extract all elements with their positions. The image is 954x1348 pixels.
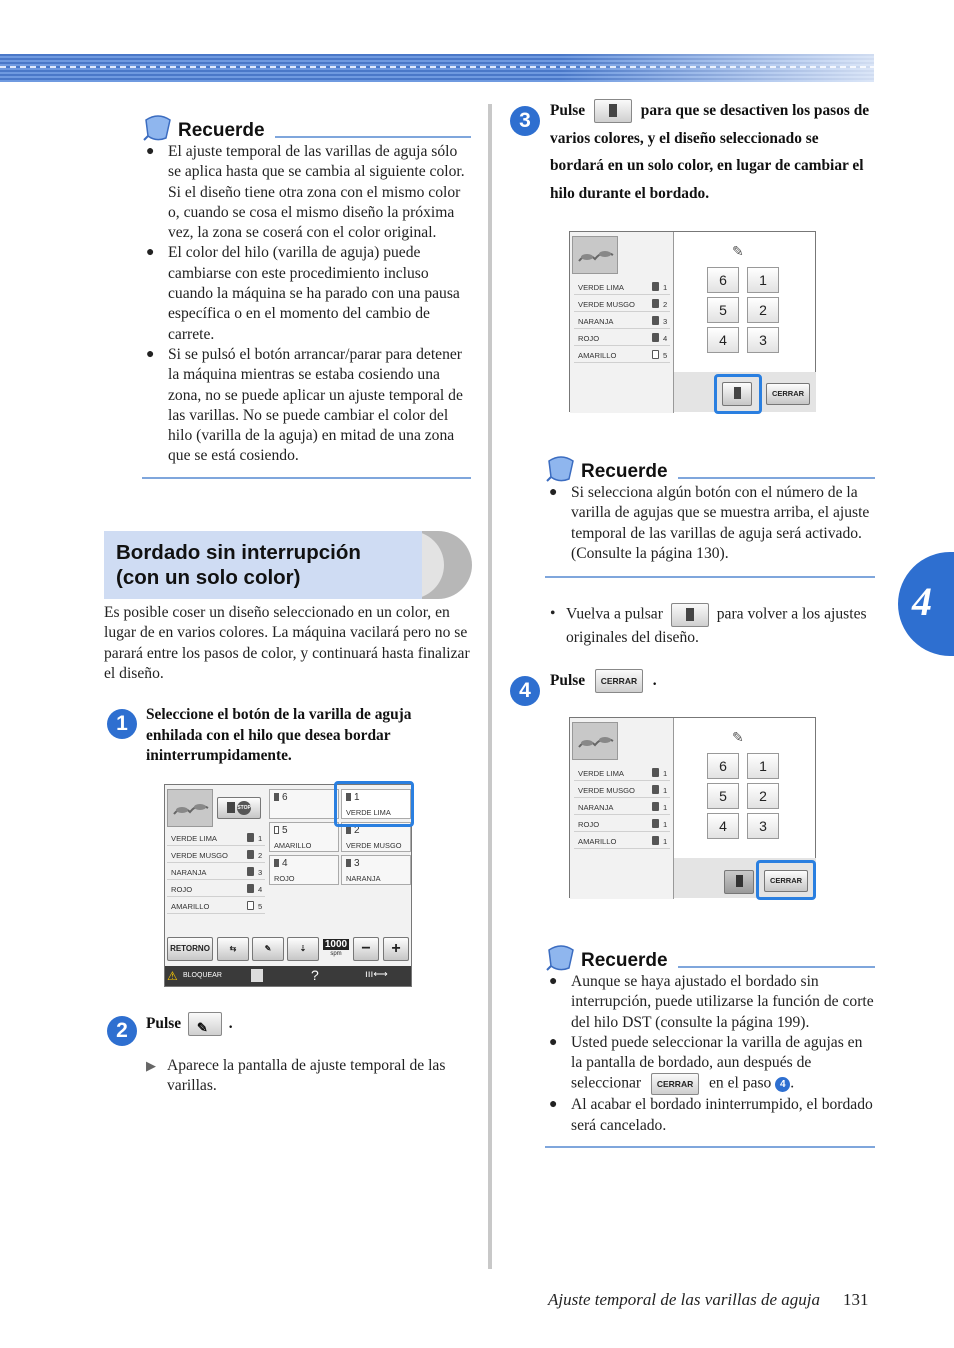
thread-name: VERDE MUSGO	[171, 851, 228, 860]
thread-row	[574, 295, 670, 312]
temporary-needle-inline-button[interactable]	[188, 1012, 222, 1036]
extra-text-before: Vuelva a pulsar	[566, 605, 663, 623]
step-3-label: Pulse	[550, 102, 586, 119]
speed-display	[323, 939, 349, 961]
thread-row[interactable]	[167, 880, 265, 897]
needle-key-3[interactable]: 3	[747, 813, 779, 839]
bullet-text-before: Usted puede seleccionar la varilla de agujas en la pantalla de bordado, aun después de seleccionar	[571, 1033, 863, 1093]
needle-button-3[interactable]	[341, 855, 411, 885]
step-2-text	[146, 1012, 466, 1036]
step-3-text	[550, 97, 876, 207]
result-arrow-icon: ▶	[146, 1058, 156, 1073]
note-header	[142, 108, 471, 142]
step-2-period: .	[228, 1015, 233, 1032]
speed-minus-button[interactable]: −	[353, 937, 379, 961]
selection-highlight	[714, 374, 762, 414]
spool-icon	[247, 833, 254, 842]
cerrar-button[interactable]: CERRAR	[766, 383, 810, 405]
lock-button[interactable]: BLOQUEAR	[183, 972, 222, 979]
step-2-badge: 2	[107, 1016, 137, 1046]
retorno-button[interactable]: RETORNO	[167, 937, 213, 961]
needle-number: 2	[258, 851, 263, 860]
note-title: Recuerde	[581, 461, 668, 482]
needle-wand-icon: ✎	[264, 944, 272, 953]
spool-icon	[652, 768, 659, 777]
thread-color-list	[167, 829, 265, 917]
speed-setting-button[interactable]	[287, 937, 319, 961]
needle-number: 1	[354, 792, 360, 803]
needle-key-4[interactable]: 4	[707, 327, 739, 353]
step-2-result	[146, 1056, 472, 1097]
bell-note-icon	[545, 453, 577, 483]
needle-swap-button[interactable]	[217, 937, 249, 961]
needle-number: 1	[663, 837, 668, 846]
thread-color-list	[574, 278, 670, 368]
step-4-period: .	[652, 672, 657, 689]
spool-icon	[652, 350, 659, 359]
step-2-result-text: Aparece la pantalla de ajuste temporal de las varillas.	[167, 1057, 446, 1095]
design-preview	[572, 236, 618, 274]
needle-thread-name: VERDE LIMA	[346, 808, 391, 817]
needle-number: 3	[663, 317, 668, 326]
step-3-description: para que se desactiven los pasos de varios colores, y el diseño seleccionado se bordará en un solo color, en lugar de cambiar el hilo durante el bordado.	[550, 102, 870, 202]
spool-icon	[274, 826, 279, 834]
thread-row	[574, 764, 670, 781]
needle-number: 5	[282, 825, 288, 836]
bell-note-icon	[142, 112, 174, 142]
bullet-text-mid: en el paso	[708, 1075, 772, 1093]
needle-key-3[interactable]: 3	[747, 327, 779, 353]
spool-icon	[652, 819, 659, 828]
note-bullet: ● Al acabar el bordado ininterrumpido, el bordado será cancelado.	[545, 1095, 875, 1136]
spool-icon	[652, 299, 659, 308]
needle-number: 2	[354, 825, 360, 836]
recuerde-note-1	[142, 108, 471, 479]
design-preview	[572, 722, 618, 760]
thread-name: VERDE MUSGO	[578, 786, 635, 795]
thread-row[interactable]	[167, 829, 265, 846]
needle-speed-icon: ⇣	[299, 944, 307, 953]
needle-number: 1	[663, 820, 668, 829]
chapter-tab	[898, 552, 954, 656]
needle-button-4[interactable]	[269, 855, 339, 885]
step-ref-badge: 4	[775, 1077, 790, 1092]
spool-icon	[652, 282, 659, 291]
design-preview	[167, 789, 213, 827]
thread-row[interactable]	[167, 897, 265, 914]
note-bottom-rule	[545, 576, 875, 578]
help-icon[interactable]: ?	[311, 967, 319, 983]
needle-key-2[interactable]: 2	[747, 297, 779, 323]
step-3-badge: 3	[510, 106, 540, 136]
spool-icon	[652, 802, 659, 811]
thread-row	[574, 278, 670, 295]
cerrar-inline-button[interactable]: CERRAR	[595, 669, 643, 693]
status-bar	[165, 966, 411, 986]
note-bullet	[545, 1033, 875, 1096]
needle-number: 3	[258, 868, 263, 877]
needle-number: 2	[663, 300, 668, 309]
section-heading	[104, 531, 471, 599]
spool-icon	[609, 104, 617, 117]
note-bullets	[142, 142, 471, 467]
thread-row	[574, 832, 670, 849]
temporary-needle-screen	[569, 231, 816, 412]
needle-number: 5	[258, 902, 263, 911]
single-color-inline-button[interactable]	[594, 99, 632, 123]
needle-wand-icon: ✎	[196, 1020, 208, 1036]
note-title: Recuerde	[178, 120, 265, 141]
thread-row	[574, 815, 670, 832]
bell-note-icon	[545, 942, 577, 972]
thread-name: ROJO	[578, 820, 600, 829]
temporary-needle-screen-single	[569, 717, 816, 898]
intro-paragraph: Es posible coser un diseño seleccionado en un color, en lugar de en varios colores. La máquina vacilará pero no se parará entre los pasos de color, y continuará hasta finalizar el diseño.	[104, 604, 470, 682]
note-header	[545, 938, 875, 972]
thread-name: VERDE LIMA	[171, 834, 217, 843]
spool-icon	[247, 901, 254, 910]
needle-thread-name: VERDE MUSGO	[346, 841, 402, 850]
spool-icon	[652, 836, 659, 845]
note-bullets	[545, 483, 875, 564]
note-title: Recuerde	[581, 950, 668, 971]
embroidery-screen	[164, 784, 412, 987]
needle-swap-icon: ⇆	[229, 944, 237, 953]
note-bullet: ● Si se pulsó el botón arrancar/parar para detener la máquina mientras se estaba cosiendo una zona, no se puede aplicar un ajuste temporal de las varillas. No se puede cambiar el color del hilo (varilla de la aguja) en mitad de una zona que se está cosiendo.	[142, 345, 471, 467]
extra-text-after: para volver a los ajustes originales del diseño.	[566, 605, 867, 646]
needle-wand-icon: ✎	[732, 245, 744, 260]
spool-icon	[346, 826, 351, 834]
thread-color-list	[574, 764, 670, 854]
needle-key-6[interactable]: 6	[707, 753, 739, 779]
spool-icon	[274, 859, 279, 867]
thread-name: ROJO	[578, 334, 600, 343]
spool-icon	[247, 850, 254, 859]
speed-plus-button[interactable]: +	[383, 937, 409, 961]
section-title-line-1: Bordado sin interrupción	[116, 541, 361, 564]
thread-row	[574, 781, 670, 798]
recuerde-note-3	[545, 938, 875, 1148]
speed-unit: spm	[330, 951, 342, 957]
section-title	[116, 540, 361, 590]
thread-row[interactable]	[167, 863, 265, 880]
step-1-text: Seleccione el botón de la varilla de aguja enhilada con el hilo que desea bordar ininterrumpidamente.	[146, 706, 412, 765]
cerrar-button[interactable]: CERRAR	[764, 870, 808, 892]
step-2-label: Pulse	[146, 1015, 182, 1032]
thread-name: NARANJA	[171, 868, 207, 877]
spool-icon	[346, 859, 351, 867]
section-title-line-2: (con un solo color)	[116, 566, 301, 589]
needle-key-1[interactable]: 1	[747, 267, 779, 293]
needle-number: 3	[354, 858, 360, 869]
stop-icon: STOP	[237, 801, 251, 815]
spool-icon	[652, 316, 659, 325]
spool-icon	[247, 884, 254, 893]
document-icon[interactable]	[251, 969, 263, 982]
leaf-design-icon	[573, 723, 619, 761]
chapter-number: 4	[912, 579, 932, 624]
needle-number: 6	[282, 792, 288, 803]
note-title-rule	[678, 966, 875, 968]
thread-name: VERDE MUSGO	[578, 300, 635, 309]
needle-number: 1	[663, 803, 668, 812]
note-2-extra	[550, 603, 870, 649]
needle-number: 4	[282, 858, 288, 869]
thread-name: NARANJA	[578, 803, 614, 812]
warning-icon: ⚠	[167, 969, 178, 983]
thread-row	[574, 346, 670, 363]
note-bottom-rule	[142, 477, 471, 479]
column-divider	[488, 104, 492, 1269]
header-stripe-fade	[560, 54, 874, 82]
needle-number: 1	[258, 834, 263, 843]
note-title-rule	[678, 477, 875, 479]
note-header	[545, 449, 875, 483]
spool-icon	[652, 785, 659, 794]
thread-name: AMARILLO	[171, 902, 210, 911]
thread-name: VERDE LIMA	[578, 769, 624, 778]
bullet-dot: •	[550, 605, 556, 622]
note-bullet: ● El ajuste temporal de las varillas de aguja sólo se aplica hasta que se cambia al siguiente color. Si el diseño tiene otra zona con el mismo color o, cuando se cosa el mismo diseño la próxima vez, la zona se coserá con el color original.	[142, 142, 471, 243]
spool-icon	[227, 802, 235, 813]
needle-number: 5	[663, 351, 668, 360]
leaf-design-icon	[573, 237, 619, 275]
needle-key-5[interactable]: 5	[707, 297, 739, 323]
needle-number: 4	[258, 885, 263, 894]
needle-thread-name: ROJO	[274, 874, 295, 883]
bullet-period: .	[790, 1075, 795, 1093]
thread-name: ROJO	[171, 885, 193, 894]
note-title-rule	[275, 136, 471, 138]
selection-highlight	[756, 860, 816, 900]
thread-row	[574, 798, 670, 815]
cerrar-inline-button[interactable]: CERRAR	[651, 1073, 699, 1095]
thread-name: NARANJA	[578, 317, 614, 326]
needle-key-6[interactable]: 6	[707, 267, 739, 293]
footer-title: Ajuste temporal de las varillas de aguja	[548, 1290, 820, 1309]
needle-number: 1	[663, 283, 668, 292]
thread-panel	[570, 718, 674, 899]
thread-name: AMARILLO	[578, 837, 617, 846]
spool-icon	[652, 333, 659, 342]
single-color-button-active[interactable]	[724, 870, 754, 894]
spool-icon	[247, 867, 254, 876]
speed-value: 1000	[324, 939, 348, 950]
needle-key-5[interactable]: 5	[707, 783, 739, 809]
single-color-inline-button[interactable]	[671, 603, 709, 627]
needle-button-5[interactable]	[269, 822, 339, 852]
leaf-design-icon	[168, 790, 214, 828]
needle-thread-name: AMARILLO	[274, 841, 312, 850]
step-1-badge: 1	[107, 709, 137, 739]
recuerde-note-2	[545, 449, 875, 578]
step-4-text	[550, 669, 750, 693]
thread-stop-button[interactable]	[217, 797, 261, 819]
step-4-badge: 4	[510, 676, 540, 706]
needle-settings-icon[interactable]: ııı⟷	[365, 969, 388, 980]
note-bullet: ● Aunque se haya ajustado el bordado sin interrupción, puede utilizarse la función de corte del hilo DST (consulte la página 199).	[545, 972, 875, 1033]
temporary-needle-button[interactable]	[252, 937, 284, 961]
needle-button-6[interactable]	[269, 789, 339, 819]
thread-row[interactable]	[167, 846, 265, 863]
thread-panel	[570, 232, 674, 413]
needle-key-1[interactable]: 1	[747, 753, 779, 779]
thread-row	[574, 329, 670, 346]
selection-highlight	[334, 781, 414, 827]
needle-number: 4	[663, 334, 668, 343]
spool-icon	[274, 793, 279, 801]
note-bullets	[545, 972, 875, 1136]
needle-key-2[interactable]: 2	[747, 783, 779, 809]
note-bottom-rule	[545, 1146, 875, 1148]
needle-number: 1	[663, 786, 668, 795]
thread-name: AMARILLO	[578, 351, 617, 360]
needle-wand-icon: ✎	[732, 731, 744, 746]
needle-key-4[interactable]: 4	[707, 813, 739, 839]
thread-name: VERDE LIMA	[578, 283, 624, 292]
spool-icon	[686, 608, 694, 621]
page-number: 131	[843, 1290, 869, 1309]
note-bullet: ● Si selecciona algún botón con el número de la varilla de agujas que se muestra arriba, el ajuste temporal de las varillas de aguja será activado. (Consulte la página 130).	[545, 483, 875, 564]
thread-row	[574, 312, 670, 329]
needle-number: 1	[663, 769, 668, 778]
note-bullet: ● El color del hilo (varilla de aguja) puede cambiarse con este procedimiento incluso cuando la máquina se ha parado con una pausa específica o en el momento del cambio de carrete.	[142, 243, 471, 344]
spool-icon	[736, 875, 743, 887]
needle-thread-name: NARANJA	[346, 874, 381, 883]
step-4-label: Pulse	[550, 672, 586, 689]
